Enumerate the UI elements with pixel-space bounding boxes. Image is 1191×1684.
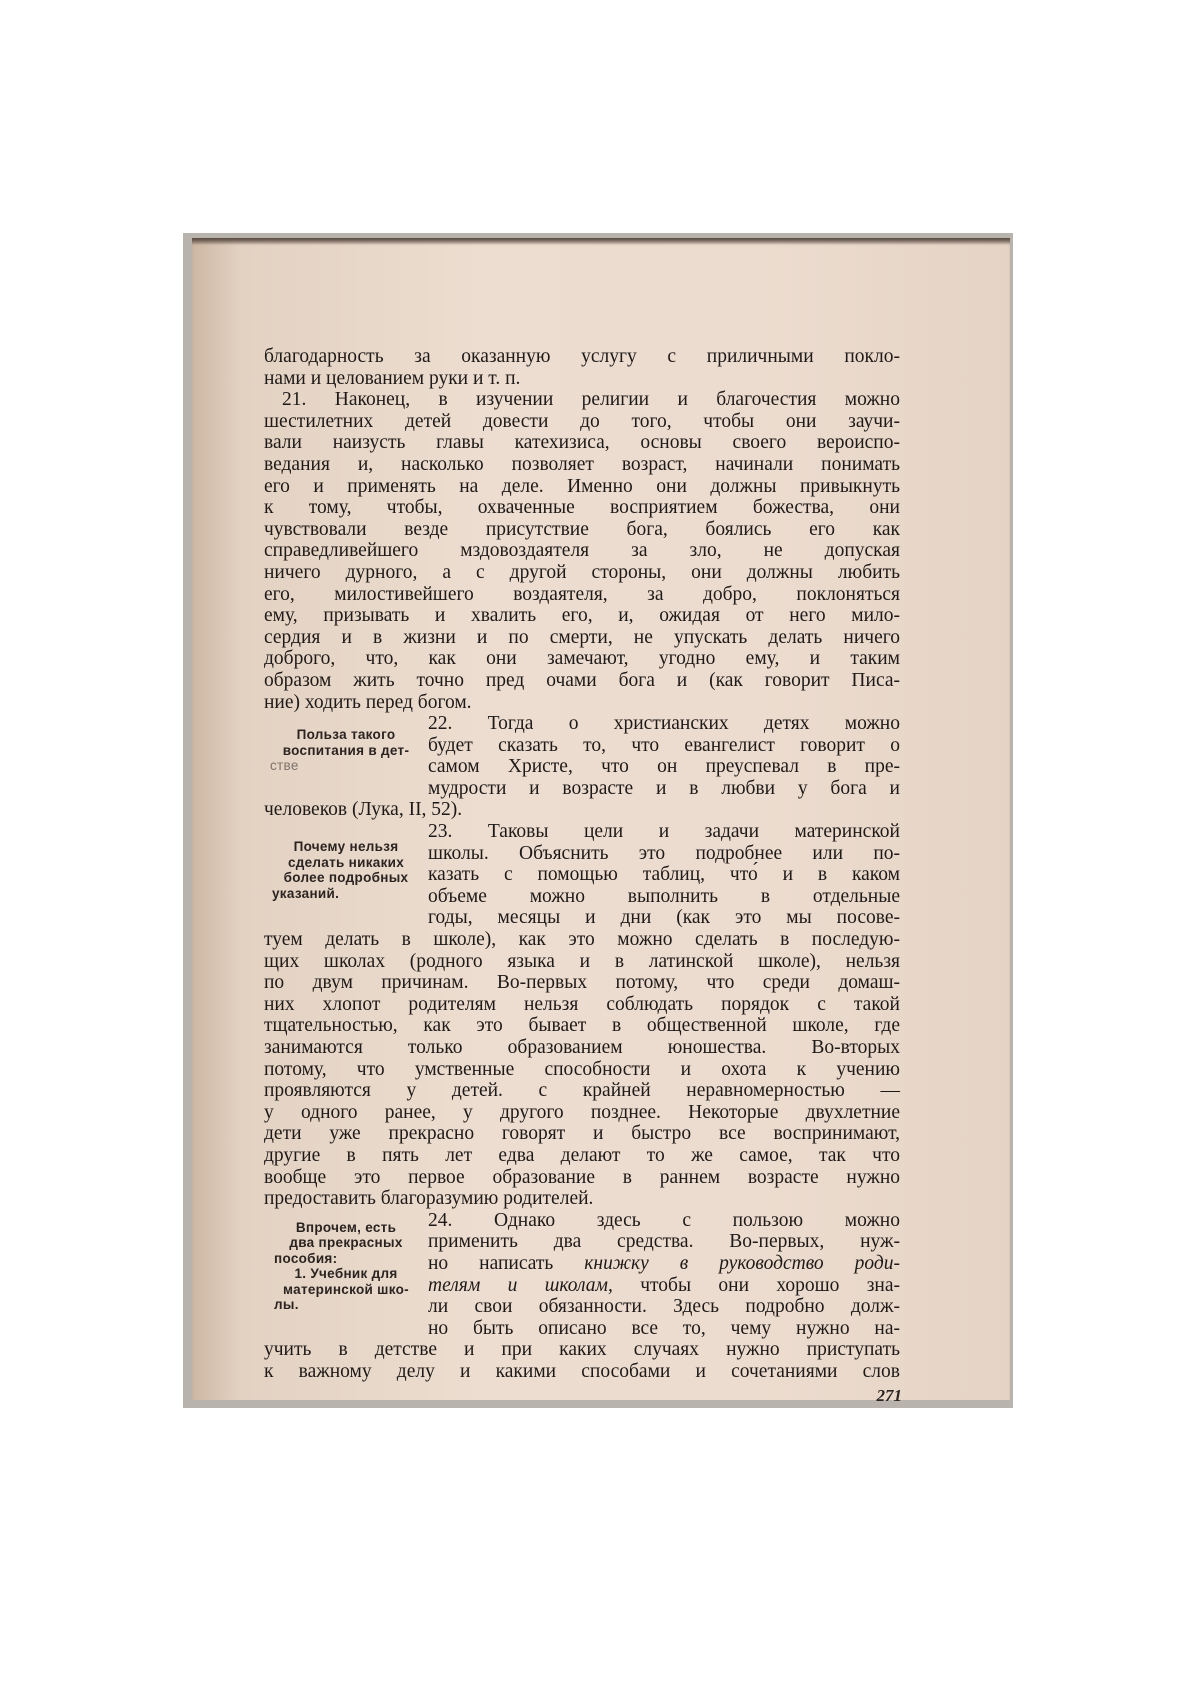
text-line — [428, 1253, 900, 1275]
text-line: тщательностью, как это бывает в общественной школе, где — [264, 1015, 900, 1037]
margin-note-line: лы. — [274, 1297, 299, 1313]
text-line: них хлопот родителям нельзя соблюдать порядок с такой — [264, 993, 900, 1015]
text-line: проявляются у детей. с крайней неравномерностью — — [264, 1080, 900, 1102]
text-line: потому, что умственные способности и охота к учению — [264, 1058, 900, 1080]
text-line: школы. Объяснить это подробнее или по- — [428, 842, 900, 864]
paragraph-22-block — [264, 713, 900, 799]
margin-note-24 — [264, 1210, 428, 1313]
page-number: 271 — [876, 1386, 902, 1405]
text-line: благодарность за оказанную услугу с приличными покло- — [264, 346, 900, 367]
text-line: образом жить точно пред очами бога и (как говорит Писа- — [264, 669, 900, 691]
text-line: нами и целованием руки и т. п. — [264, 367, 521, 389]
text-line: 24. Однако здесь с пользою можно — [428, 1209, 900, 1231]
paragraph-23-side — [428, 821, 900, 929]
text-line: туем делать в школе), как это можно сделать в последую- — [264, 929, 900, 951]
margin-note-line: Польза такого — [296, 727, 396, 743]
text-line: ведания и, насколько позволяет возраст, начинали понимать — [264, 453, 900, 475]
text-line: человеков (Лука, II, 52). — [264, 799, 463, 821]
text-line: сердия и в жизни и по смерти, не упускать делать ничего — [264, 626, 900, 648]
text-line: будет сказать то, что евангелист говорит о — [428, 734, 900, 756]
text-line: годы, месяцы и дни (как это мы посове- — [428, 907, 900, 929]
text-line: дети уже прекрасно говорят и быстро все воспринимают, — [264, 1123, 900, 1145]
text-run: чтобы они хорошо зна- — [612, 1274, 901, 1296]
text-line: доброго, что, как они замечают, угодно ему, и таким — [264, 648, 900, 670]
paragraph-23-block — [264, 821, 900, 929]
text-line: самом Христе, что он преуспевал в пре- — [428, 756, 900, 778]
text-line: к тому, чтобы, охваченные восприятием божества, они — [264, 497, 900, 519]
text-run: но написать — [428, 1252, 585, 1274]
margin-note-line: пособия: — [274, 1250, 338, 1266]
margin-note-line: Почему нельзя — [293, 839, 399, 855]
paragraph-24-block — [264, 1210, 900, 1340]
text-line — [428, 1275, 900, 1297]
margin-note-line: Впрочем, есть — [295, 1219, 397, 1235]
text-line: 21. Наконец, в изучении религии и благочестия можно — [282, 389, 900, 411]
text-line: 23. Таковы цели и задачи материнской — [428, 821, 900, 843]
margin-note-line: указаний. — [272, 885, 340, 901]
text-line: учить в детстве и при каких случаях нужно приступать — [264, 1339, 900, 1361]
text-line: по двум причинам. Во-первых потому, что среди домаш- — [264, 972, 900, 994]
text-line: его и применять на деле. Именно они должны привыкнуть — [264, 475, 900, 497]
margin-note-line: стве — [270, 758, 299, 774]
text-line: предоставить благоразумию родителей. — [264, 1188, 594, 1210]
text-line: вали наизусть главы катехизиса, основы своего вероиспо- — [264, 432, 900, 454]
text-line: другие в пять лет едва делают то же самое, так что — [264, 1144, 900, 1166]
margin-note-line: два прекрасных — [289, 1235, 403, 1251]
page-text — [264, 346, 900, 1383]
text-line: шестилетних детей довести до того, чтобы они заучи- — [264, 410, 900, 432]
text-line: чувствовали везде присутствие бога, боялись его как — [264, 518, 900, 540]
text-line: его, милостивейшего воздаятеля, за добро, поклоняться — [264, 583, 900, 605]
text-line: занимаются только образованием юношества. Во-вторых — [264, 1037, 900, 1058]
text-line: щих школах (родного языка и в латинской школе), нельзя — [264, 950, 900, 972]
text-line: казать с помощью таблиц, что́ и в каком — [428, 864, 900, 886]
text-line: справедливейшего мздовоздаятеля за зло, не допуская — [264, 540, 900, 562]
margin-note-22 — [264, 713, 428, 774]
margin-note-line: материнской шко- — [283, 1281, 409, 1297]
text-line: ли свои обязанности. Здесь подробно долж- — [428, 1296, 900, 1318]
margin-note-line: 1. Учебник для — [294, 1266, 398, 1282]
emphasis-text: книжку в руководство роди- — [584, 1252, 900, 1274]
text-line: применить два средства. Во-первых, нуж- — [428, 1231, 900, 1253]
margin-note-line: более подробных — [283, 870, 409, 886]
text-line: ние) ходить перед богом. — [264, 691, 472, 713]
text-line: ему, призывать и хвалить его, и, ожидая от него мило- — [264, 605, 900, 627]
text-line: но быть описано все то, чему нужно на- — [428, 1317, 900, 1339]
paragraph-24-side — [428, 1210, 900, 1340]
page-top-shadow — [192, 238, 1010, 245]
text-line: объеме можно выполнить в отдельные — [428, 885, 900, 907]
paragraph-22-side — [428, 713, 900, 799]
text-line: мудрости и возрасте и в любви у бога и — [428, 777, 900, 799]
book-page — [192, 238, 1010, 1405]
text-line: вообще это первое образование в раннем возрасте нужно — [264, 1166, 900, 1188]
text-line: 22. Тогда о христианских детях можно — [428, 713, 900, 735]
margin-note-line: сделать никаких — [287, 854, 405, 870]
margin-note-23 — [264, 821, 428, 901]
text-line: ничего дурного, а с другой стороны, они должны любить — [264, 561, 900, 583]
text-line: у одного ранее, у другого позднее. Некоторые двухлетние — [264, 1101, 900, 1123]
text-line: к важному делу и какими способами и сочетаниями слов — [264, 1360, 900, 1382]
margin-note-line: воспитания в дет- — [282, 742, 410, 758]
emphasis-text: телям и школам, — [428, 1274, 613, 1296]
